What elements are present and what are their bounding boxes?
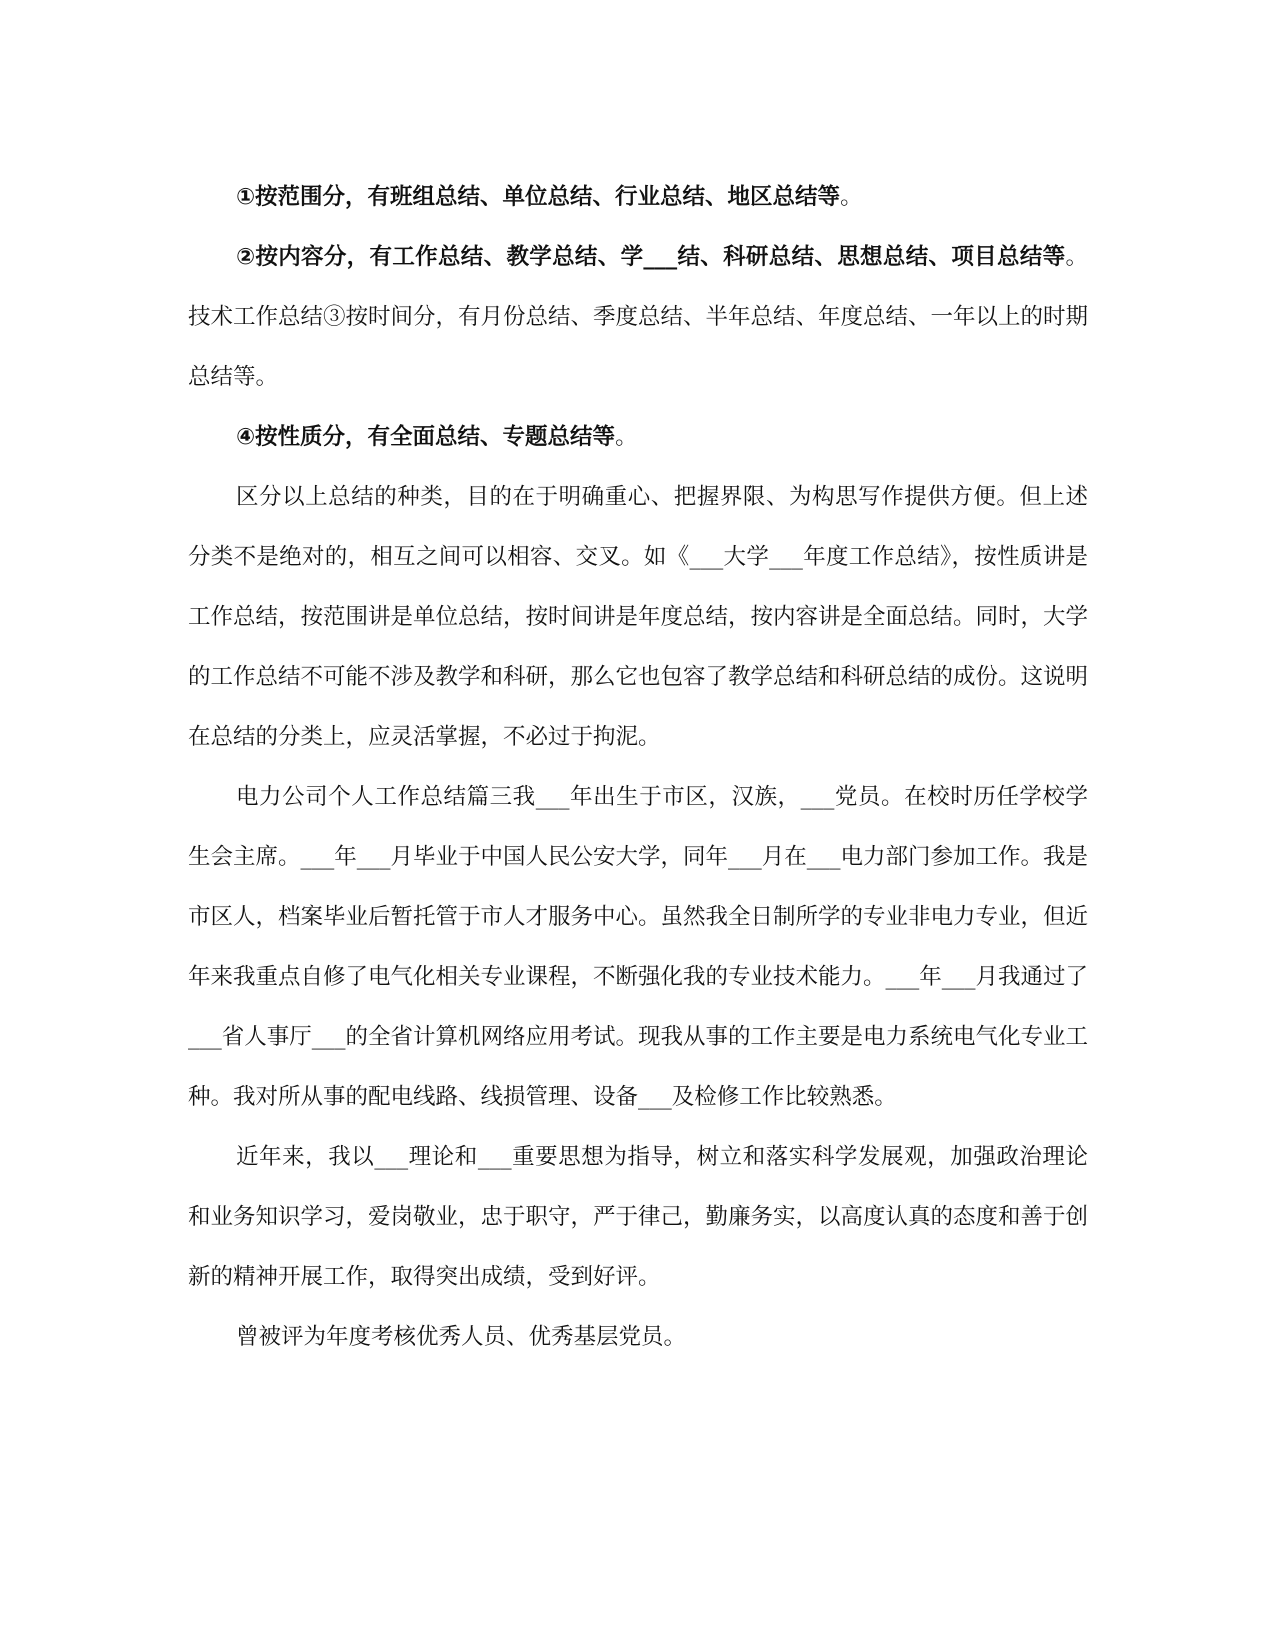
paragraph-bold-text: ④按性质分，有全面总结、专题总结等: [236, 424, 616, 450]
paragraph-honors: [188, 1307, 1088, 1367]
paragraph-nature: [188, 407, 1088, 467]
paragraph-text: 。技术工作总结③按时间分，有月份总结、季度总结、半年总结、年度总结、一年以上的时期总结等。: [188, 244, 1089, 390]
paragraph-bold-text: ①按范围分，有班组总结、单位总结、行业总结、地区总结等: [236, 184, 841, 210]
document-body: [188, 167, 1088, 1367]
paragraph-text: 。: [840, 184, 863, 210]
paragraph-text: 曾被评为年度考核优秀人员、优秀基层党员。: [236, 1324, 687, 1350]
paragraph-bold-text: ②按内容分，有工作总结、教学总结、学___结、科研总结、思想总结、项目总结等: [236, 244, 1066, 270]
paragraph-classification: [188, 467, 1088, 767]
paragraph-text: 区分以上总结的种类，目的在于明确重心、把握界限、为构思写作提供方便。但上述分类不是绝对的，相互之间可以相容、交叉。如《___大学___年度工作总结》，按性质讲是工作总结，按范围讲是单位总结，按时间讲是年度总结，按内容讲是全面总结。同时，大学的工作总结不可能不涉及教学和科研，那么它也包容了教学总结和科研总结的成份。这说明在总结的分类上，应灵活掌握，不必过于拘泥。: [188, 484, 1089, 750]
paragraph-personal-intro: [188, 767, 1088, 1127]
paragraph-recent-years: [188, 1127, 1088, 1307]
paragraph-text: 。: [615, 424, 638, 450]
paragraph-content: [188, 227, 1088, 407]
paragraph-scope: [188, 167, 1088, 227]
paragraph-text: 电力公司个人工作总结篇三我___年出生于市区，汉族，___党员。在校时历任学校学生会主席。___年___月毕业于中国人民公安大学，同年___月在___电力部门参加工作。我是市区人，档案毕业后暂托管于市人才服务中心。虽然我全日制所学的专业非电力专业，但近年来我重点自修了电气化相关专业课程，不断强化我的专业技术能力。___年___月我通过了___省人事厅___的全省计算机网络应用考试。现我从事的工作主要是电力系统电气化专业工种。我对所从事的配电线路、线损管理、设备___及检修工作比较熟悉。: [188, 784, 1089, 1110]
paragraph-text: 近年来，我以___理论和___重要思想为指导，树立和落实科学发展观，加强政治理论和业务知识学习，爱岗敬业，忠于职守，严于律己，勤廉务实，以高度认真的态度和善于创新的精神开展工作，取得突出成绩，受到好评。: [188, 1144, 1089, 1290]
